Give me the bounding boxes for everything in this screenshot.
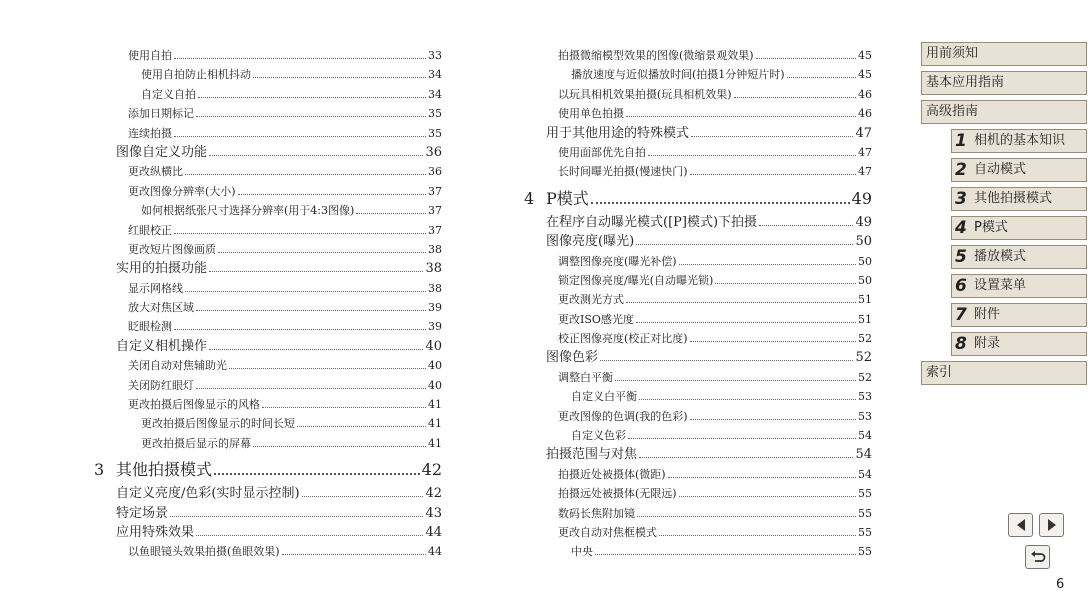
toc-entry[interactable] xyxy=(94,395,442,414)
toc-page: 39 xyxy=(428,301,442,315)
toc-page: 53 xyxy=(858,409,872,423)
nav-chapter-number: 7 xyxy=(955,305,967,325)
toc-title: 调整图像亮度(曝光补偿) xyxy=(558,254,677,268)
toc-page: 46 xyxy=(858,107,872,121)
toc-entry[interactable] xyxy=(524,65,872,84)
chapter-number: 4 xyxy=(524,188,535,208)
toc-title: 添加日期标记 xyxy=(128,107,194,121)
page-arrows xyxy=(1008,513,1064,537)
toc-title: 关闭防红眼灯 xyxy=(128,378,194,392)
toc-title: 连续拍摄 xyxy=(128,126,172,140)
dot-leader xyxy=(196,116,426,117)
toc-page: 41 xyxy=(428,417,442,431)
nav-chapter[interactable] xyxy=(951,245,1087,269)
toc-page: 41 xyxy=(428,398,442,412)
dot-leader xyxy=(174,233,426,234)
dot-leader xyxy=(690,174,856,175)
dot-leader xyxy=(759,225,853,226)
toc-page: 49 xyxy=(855,214,872,230)
nav-chapter-number: 8 xyxy=(955,334,967,354)
toc-title: 其他拍摄模式 xyxy=(116,460,213,480)
nav-chapter[interactable] xyxy=(951,187,1087,211)
dot-leader xyxy=(679,496,856,497)
toc-title: 拍摄范围与对焦 xyxy=(546,447,638,463)
toc-entry[interactable] xyxy=(94,434,442,453)
toc-entry[interactable] xyxy=(524,162,872,181)
dot-leader xyxy=(595,554,856,555)
prev-page-button[interactable] xyxy=(1008,513,1033,537)
toc-page: 42 xyxy=(425,486,442,502)
toc-page: 51 xyxy=(858,312,872,326)
toc-title: 使用自拍防止相机抖动 xyxy=(141,68,251,82)
toc-right-column xyxy=(524,46,872,562)
toc-title: 在程序自动曝光模式([P]模式)下拍摄 xyxy=(546,214,758,230)
toc-page: 41 xyxy=(428,436,442,450)
nav-chapter-label: 设置菜单 xyxy=(974,278,1027,293)
toc-entry[interactable] xyxy=(94,221,442,240)
toc-title: 使用面部优先自拍 xyxy=(558,145,646,159)
dot-leader xyxy=(209,271,423,272)
dot-leader xyxy=(639,399,856,400)
toc-entry[interactable] xyxy=(94,143,442,162)
toc-entry[interactable] xyxy=(524,407,872,426)
toc-entry[interactable] xyxy=(524,232,872,251)
prev-page-icon xyxy=(1015,518,1027,532)
toc-page: 52 xyxy=(858,332,872,346)
toc-title: 自定义自拍 xyxy=(141,87,196,101)
toc-page: 34 xyxy=(428,87,442,101)
toc-page: 43 xyxy=(425,505,442,521)
nav-chapter-label: 自动模式 xyxy=(974,162,1027,177)
toc-page: 37 xyxy=(428,223,442,237)
toc-entry[interactable] xyxy=(94,46,442,65)
nav-chapter[interactable] xyxy=(951,216,1087,240)
toc-title: 锁定图像亮度/曝光(自动曝光锁) xyxy=(558,273,714,287)
dot-leader xyxy=(174,329,426,330)
toc-page: 45 xyxy=(858,68,872,82)
toc-entry[interactable] xyxy=(524,143,872,162)
toc-entry[interactable] xyxy=(524,310,872,329)
toc-title: 更改测光方式 xyxy=(558,293,624,307)
toc-page: 50 xyxy=(858,254,872,268)
nav-chapter[interactable] xyxy=(951,274,1087,298)
toc-title: 显示网格线 xyxy=(128,281,183,295)
toc-title: 图像自定义功能 xyxy=(116,144,208,160)
toc-entry[interactable] xyxy=(524,465,872,484)
side-navigation xyxy=(921,42,1087,390)
toc-page: 33 xyxy=(428,49,442,62)
toc-page: 54 xyxy=(858,467,872,481)
dot-leader xyxy=(787,77,856,78)
toc-entry[interactable] xyxy=(94,85,442,104)
toc-title: 实用的拍摄功能 xyxy=(116,261,208,277)
toc-entry[interactable] xyxy=(94,162,442,181)
toc-entry[interactable] xyxy=(94,504,442,523)
dot-leader xyxy=(668,477,856,478)
dot-leader xyxy=(626,302,856,303)
toc-page: 54 xyxy=(858,429,872,443)
toc-entry[interactable] xyxy=(94,65,442,84)
toc-page: 53 xyxy=(858,390,872,404)
nav-chapter-label: 附录 xyxy=(974,336,1001,351)
dot-leader xyxy=(302,496,424,497)
toc-page: 49 xyxy=(851,188,872,208)
toc-entry[interactable] xyxy=(94,414,442,433)
toc-entry[interactable] xyxy=(94,317,442,336)
dot-leader xyxy=(734,97,856,98)
toc-entry[interactable] xyxy=(94,337,442,356)
toc-page: 44 xyxy=(428,545,442,559)
toc-title: 数码长焦附加镜 xyxy=(558,506,635,520)
toc-entry[interactable] xyxy=(94,259,442,278)
toc-page: 40 xyxy=(428,378,442,392)
toc-title: P模式 xyxy=(546,188,589,208)
toc-title: 红眼校正 xyxy=(128,223,172,237)
nav-index[interactable]: 索引 xyxy=(921,361,1087,385)
toc-title: 校正图像亮度(校正对比度) xyxy=(558,332,688,346)
toc-entry[interactable] xyxy=(94,182,442,201)
toc-entry[interactable] xyxy=(524,252,872,271)
toc-entry[interactable] xyxy=(524,104,872,123)
toc-entry[interactable] xyxy=(524,504,872,523)
dot-leader xyxy=(691,136,853,137)
dot-leader xyxy=(636,322,856,323)
toc-page: 40 xyxy=(425,338,442,354)
nav-chapter-label: 相机的基本知识 xyxy=(974,133,1066,148)
dot-leader xyxy=(626,116,856,117)
toc-title: 用于其他用途的特殊模式 xyxy=(546,125,690,141)
toc-title: 拍摄微缩模型效果的图像(微缩景观效果) xyxy=(558,49,754,62)
nav-chapter[interactable] xyxy=(951,303,1087,327)
toc-entry[interactable] xyxy=(524,213,872,232)
toc-page: 52 xyxy=(855,350,872,366)
nav-advanced-guide[interactable]: 高级指南 xyxy=(921,100,1087,124)
toc-title: 播放速度与近似播放时间(拍摄1分钟短片时) xyxy=(571,68,785,82)
toc-title: 更改拍摄后图像显示的时间长短 xyxy=(141,417,295,431)
nav-chapter-number: 3 xyxy=(955,189,967,209)
dot-leader xyxy=(185,291,426,292)
toc-entry[interactable] xyxy=(94,201,442,220)
dot-leader xyxy=(297,426,426,427)
toc-page: 36 xyxy=(425,144,442,160)
toc-title: 自定义色彩 xyxy=(571,429,626,443)
toc-page: 55 xyxy=(858,487,872,501)
dot-leader xyxy=(690,419,856,420)
toc-entry[interactable] xyxy=(524,348,872,367)
dot-leader xyxy=(196,535,423,536)
nav-chapter-label: 其他拍摄模式 xyxy=(974,191,1053,206)
dot-leader xyxy=(639,457,853,458)
toc-title: 关闭自动对焦辅助光 xyxy=(128,359,227,373)
toc-title: 更改ISO感光度 xyxy=(558,312,634,326)
toc-page: 47 xyxy=(858,145,872,159)
toc-title: 自定义白平衡 xyxy=(571,390,637,404)
next-page-icon xyxy=(1046,518,1058,532)
toc-page: 50 xyxy=(858,273,872,287)
nav-chapter-number: 6 xyxy=(955,276,967,296)
toc-title: 眨眼检测 xyxy=(128,320,172,334)
toc-title: 更改图像的色调(我的色彩) xyxy=(558,409,688,423)
toc-entry[interactable] xyxy=(94,279,442,298)
toc-title: 调整白平衡 xyxy=(558,370,613,384)
toc-entry[interactable] xyxy=(524,484,872,503)
dot-leader xyxy=(198,97,426,98)
dot-leader xyxy=(218,252,426,253)
nav-chapter-number: 4 xyxy=(955,218,967,238)
dot-leader xyxy=(356,213,426,214)
dot-leader xyxy=(690,341,856,342)
toc-title: 放大对焦区域 xyxy=(128,301,194,315)
dot-leader xyxy=(636,244,853,245)
dot-leader xyxy=(715,283,856,284)
dot-leader xyxy=(229,368,426,369)
nav-basic-guide[interactable]: 基本应用指南 xyxy=(921,71,1087,95)
toc-page: 34 xyxy=(428,68,442,82)
toc-left-column xyxy=(94,46,442,562)
dot-leader xyxy=(238,194,426,195)
toc-entry[interactable] xyxy=(524,124,872,143)
toc-entry[interactable] xyxy=(94,376,442,395)
toc-entry[interactable] xyxy=(524,290,872,309)
dot-leader xyxy=(185,174,426,175)
toc-page: 38 xyxy=(428,242,442,256)
toc-title: 更改拍摄后图像显示的风格 xyxy=(128,398,260,412)
toc-page: 35 xyxy=(428,107,442,121)
dot-leader xyxy=(253,77,426,78)
toc-title: 以玩具相机效果拍摄(玩具相机效果) xyxy=(558,87,732,101)
toc-chapter[interactable] xyxy=(524,186,872,211)
toc-entry[interactable] xyxy=(524,542,872,561)
toc-title: 拍摄远处被摄体(无限远) xyxy=(558,487,677,501)
dot-leader xyxy=(679,264,856,265)
toc-entry[interactable] xyxy=(94,104,442,123)
toc-page: 55 xyxy=(858,525,872,539)
dot-leader xyxy=(591,202,850,204)
nav-chapter-number: 1 xyxy=(955,131,967,151)
toc-entry[interactable] xyxy=(94,356,442,375)
toc-page: 37 xyxy=(428,204,442,218)
toc-entry[interactable] xyxy=(94,240,442,259)
toc-title: 图像色彩 xyxy=(546,350,599,366)
dot-leader xyxy=(637,516,856,517)
toc-title: 中央 xyxy=(571,545,593,559)
nav-chapter-label: 播放模式 xyxy=(974,249,1027,264)
dot-leader xyxy=(615,380,856,381)
toc-title: 如何根据纸张尺寸选择分辨率(用于4:3图像) xyxy=(141,204,355,218)
toc-page: 37 xyxy=(428,184,442,198)
chapter-number: 3 xyxy=(94,460,105,480)
toc-title: 更改纵横比 xyxy=(128,165,183,179)
toc-title: 使用单色拍摄 xyxy=(558,107,624,121)
toc-entry[interactable] xyxy=(94,484,442,503)
dot-leader xyxy=(756,58,856,59)
toc-page: 44 xyxy=(425,524,442,540)
page-number: 6 xyxy=(1056,577,1065,592)
dot-leader xyxy=(196,310,426,311)
toc-entry[interactable] xyxy=(524,426,872,445)
return-icon xyxy=(1030,550,1046,564)
nav-chapter-label: 附件 xyxy=(974,307,1001,322)
nav-chapter-label: P模式 xyxy=(974,220,1008,235)
dot-leader xyxy=(209,349,423,350)
toc-page: 42 xyxy=(421,460,442,480)
dot-leader xyxy=(600,360,853,361)
dot-leader xyxy=(209,155,423,156)
toc-title: 长时间曝光拍摄(慢速快门) xyxy=(558,165,688,179)
toc-entry[interactable] xyxy=(524,523,872,542)
nav-chapter[interactable] xyxy=(951,332,1087,356)
toc-title: 自定义相机操作 xyxy=(116,338,208,354)
toc-page: 38 xyxy=(428,281,442,295)
return-button[interactable] xyxy=(1025,545,1050,569)
toc-title: 更改自动对焦框模式 xyxy=(558,525,657,539)
toc-chapter[interactable] xyxy=(94,457,442,482)
toc-entry[interactable] xyxy=(94,298,442,317)
dot-leader xyxy=(196,388,426,389)
dot-leader xyxy=(262,407,426,408)
dot-leader xyxy=(282,554,426,555)
dot-leader xyxy=(628,438,856,439)
dot-leader xyxy=(174,136,426,137)
toc-title: 使用自拍 xyxy=(128,49,172,62)
toc-title: 更改短片图像画质 xyxy=(128,242,216,256)
nav-chapter-number: 5 xyxy=(955,247,967,267)
toc-entry[interactable] xyxy=(524,387,872,406)
toc-entry[interactable] xyxy=(524,46,872,65)
toc-page: 47 xyxy=(855,125,872,141)
toc-title: 更改图像分辨率(大小) xyxy=(128,184,236,198)
toc-title: 应用特殊效果 xyxy=(116,524,195,540)
toc-page: 50 xyxy=(855,234,872,250)
toc-page: 51 xyxy=(858,293,872,307)
toc-entry[interactable] xyxy=(94,523,442,542)
toc-page: 36 xyxy=(428,165,442,179)
toc-title: 更改拍摄后显示的屏幕 xyxy=(141,436,251,450)
toc-page: 55 xyxy=(858,545,872,559)
dot-leader xyxy=(174,58,426,59)
toc-entry[interactable] xyxy=(94,124,442,143)
toc-page: 40 xyxy=(428,359,442,373)
toc-page: 54 xyxy=(855,447,872,463)
toc-title: 图像亮度(曝光) xyxy=(546,234,635,250)
toc-entry[interactable] xyxy=(524,271,872,290)
dot-leader xyxy=(170,516,423,517)
toc-page: 52 xyxy=(858,370,872,384)
nav-chapter-number: 2 xyxy=(955,160,967,180)
dot-leader xyxy=(659,535,856,536)
toc-title: 自定义亮度/色彩(实时显示控制) xyxy=(116,486,300,502)
toc-entry[interactable] xyxy=(524,368,872,387)
dot-leader xyxy=(648,155,856,156)
nav-chapter[interactable] xyxy=(951,158,1087,182)
toc-page: 55 xyxy=(858,506,872,520)
dot-leader xyxy=(214,473,420,475)
toc-entry[interactable] xyxy=(524,329,872,348)
nav-before-use[interactable]: 用前须知 xyxy=(921,42,1087,66)
toc-page: 45 xyxy=(858,49,872,62)
toc-title: 以鱼眼镜头效果拍摄(鱼眼效果) xyxy=(128,545,280,559)
toc-page: 39 xyxy=(428,320,442,334)
toc-page: 46 xyxy=(858,87,872,101)
nav-chapter[interactable] xyxy=(951,129,1087,153)
toc-page: 38 xyxy=(425,261,442,277)
toc-title: 拍摄近处被摄体(微距) xyxy=(558,467,666,481)
toc-entry[interactable] xyxy=(524,445,872,464)
dot-leader xyxy=(253,446,426,447)
toc-page: 35 xyxy=(428,126,442,140)
toc-entry[interactable] xyxy=(94,542,442,561)
toc-entry[interactable] xyxy=(524,85,872,104)
toc-title: 特定场景 xyxy=(116,505,169,521)
toc-page: 47 xyxy=(858,165,872,179)
next-page-button[interactable] xyxy=(1039,513,1064,537)
